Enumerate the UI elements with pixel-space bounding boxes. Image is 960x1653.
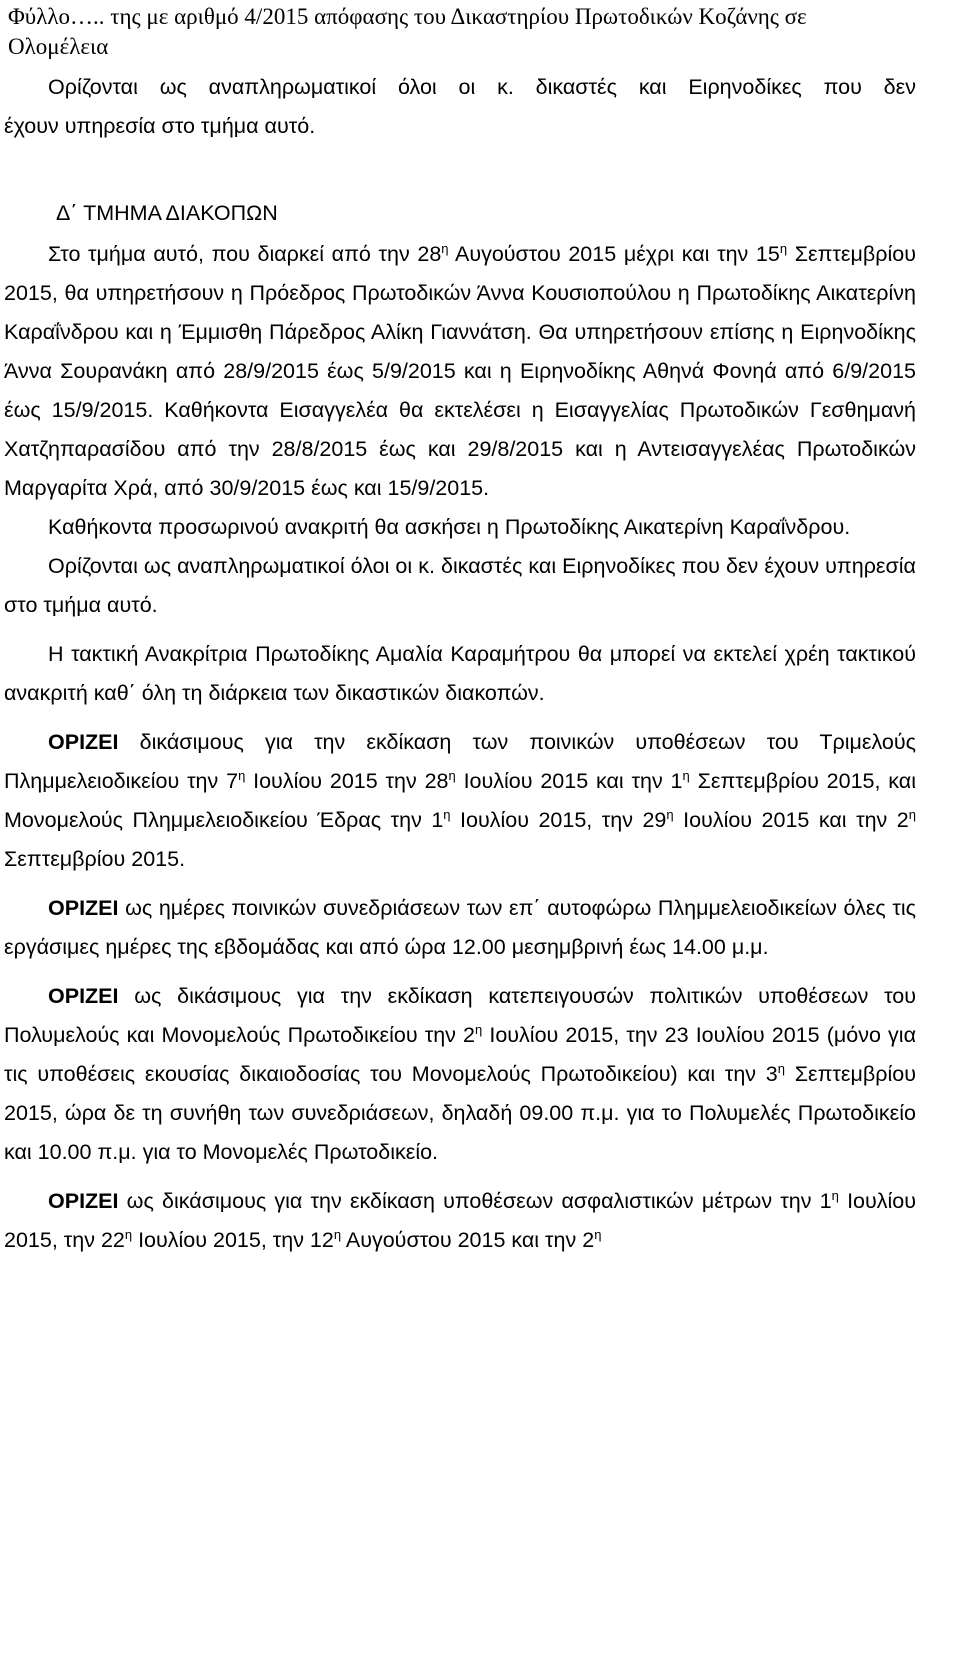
superscript: η — [238, 768, 246, 784]
bold-keyword: ΟΡΙΖΕΙ — [48, 896, 119, 920]
paragraph-interim-investigator: Καθήκοντα προσωρινού ανακριτή θα ασκήσει η Πρωτοδίκης Αικατερίνη Καραΐνδρου. — [48, 515, 851, 539]
text: Σεπτεμβρίου 2015, ώρα δε τη συνήθη των συνεδριάσεων, δηλαδή 09.00 π.μ. για το Πολυμελές Πρωτοδικείο και 10.00 π.μ. για το Μονομελές Πρωτοδικείο. — [4, 1062, 916, 1164]
paragraph-interim-measures — [4, 1182, 916, 1260]
text: ως δικάσιμους για την εκδίκαση κατεπειγουσών πολιτικών υποθέσεων του Πολυμελούς και Μονομελούς Πρωτοδικείου την 2 — [4, 984, 916, 1047]
superscript: η — [777, 1061, 785, 1077]
top-paragraph-line-2: έχουν υπηρεσία στο τμήμα αυτό. — [4, 114, 316, 138]
text: Σεπτεμβρίου 2015, θα υπηρετήσουν η Πρόεδρος Πρωτοδικών Άννα Κουσιοπούλου η Πρωτοδίκης Αικατερίνη Καραΐνδρου και η Έμμισθη Πάρεδρος Αλίκη Γιαννάτση. Θα υπηρετήσουν επίσης η Ειρηνοδίκης Άννα Σουρανάκη από 28/9/2015 έως 5/9/2015 και η Ειρηνοδίκης Αθηνά Φονηά από 6/9/2015 έως 15/9/2015. Καθήκοντα Εισαγγελέα θα εκτελέσει η Εισαγγελίας Πρωτοδικών Γεσθημανή Χατζηπαρασίδου από την 28/8/2015 έως και 29/8/2015 και η Αντεισαγγελέας Πρωτοδικών Μαργαρίτα Χρά, από 30/9/2015 έως και 15/9/2015. — [4, 242, 916, 500]
bold-keyword: ΟΡΙΖΕΙ — [48, 984, 119, 1008]
paragraph-criminal-hearings — [4, 723, 916, 879]
superscript: η — [443, 807, 451, 823]
text: δικάσιμους για την εκδίκαση των ποινικών υποθέσεων του Τριμελούς Πλημμελειοδικείου την 7 — [4, 730, 916, 793]
text: Ιουλίου 2015 την 28 — [245, 769, 449, 793]
text: Στο τμήμα αυτό, που διαρκεί από την 28 — [48, 242, 442, 266]
superscript: η — [448, 768, 456, 784]
header-line-2: Ολομέλεια — [8, 34, 109, 59]
section-title: Δ΄ ΤΜΗΜΑ ΔΙΑΚΟΠΩΝ — [56, 201, 278, 225]
text: Ιουλίου 2015 και την 2 — [673, 808, 909, 832]
paragraph-vacation-staff — [4, 235, 916, 508]
text: Ιουλίου 2015, την 12 — [132, 1228, 334, 1252]
text: ως δικάσιμους για την εκδίκαση υποθέσεων ασφαλιστικών μέτρων την 1 — [118, 1189, 832, 1213]
superscript: η — [124, 1227, 133, 1243]
superscript: η — [908, 807, 916, 823]
superscript: η — [333, 1227, 342, 1243]
document-body — [4, 68, 916, 1260]
text: Ιουλίου 2015, την 23 Ιουλίου 2015 (μόνο για τις υποθέσεις εκουσίας δικαιοδοσίας του Μονομελούς Πρωτοδικείου) και την 3 — [4, 1023, 917, 1086]
text: Αυγούστου 2015 μέχρι και την 15 — [448, 242, 780, 266]
text: Αυγούστου 2015 και την 2 — [341, 1228, 595, 1252]
paragraph-substitutes: Ορίζονται ως αναπληρωματικοί όλοι οι κ. δικαστές και Ειρηνοδίκες που δεν έχουν υπηρεσία στο τμήμα αυτό. — [4, 554, 916, 617]
superscript: η — [441, 241, 449, 257]
top-paragraph-line-1: Ορίζονται ως αναπληρωματικοί όλοι οι κ. δικαστές και Ειρηνοδίκες που δεν — [48, 75, 916, 99]
superscript: η — [831, 1188, 839, 1204]
superscript: η — [682, 768, 690, 784]
text: Σεπτεμβρίου 2015. — [4, 847, 186, 871]
bold-keyword: ΟΡΙΖΕΙ — [48, 730, 119, 754]
text: Ιουλίου 2015, την 29 — [450, 808, 667, 832]
superscript: η — [475, 1022, 483, 1038]
text: Ιουλίου 2015 και την 1 — [455, 769, 683, 793]
superscript: η — [594, 1227, 602, 1243]
text: Ιουλίου 2015, την 22 — [4, 1189, 917, 1252]
paragraph-flagrante-sessions — [4, 889, 916, 967]
superscript: η — [666, 807, 674, 823]
header-line-1: Φύλλο….. της με αριθμό 4/2015 απόφασης του Δικαστηρίου Πρωτοδικών Κοζάνης σε — [8, 4, 807, 29]
text: ως ημέρες ποινικών συνεδριάσεων των επ΄ αυτοφώρω Πλημμελειοδικείων όλες τις εργάσιμες ημέρες της εβδομάδας και από ώρα 12.00 μεσημβρινή έως 14.00 μ.μ. — [4, 896, 916, 959]
paragraph-civil-hearings — [4, 977, 916, 1172]
superscript: η — [779, 241, 788, 257]
bold-keyword: ΟΡΙΖΕΙ — [48, 1189, 119, 1213]
text: Σεπτεμβρίου 2015, και Μονομελούς Πλημμελειοδικείου Έδρας την 1 — [4, 769, 916, 832]
page-header — [8, 2, 948, 62]
paragraph-regular-investigator: Η τακτική Ανακρίτρια Πρωτοδίκης Αμαλία Καραμήτρου θα μπορεί να εκτελεί χρέη τακτικού ανακριτή καθ΄ όλη τη διάρκεια των δικαστικών διακοπών. — [4, 642, 916, 705]
